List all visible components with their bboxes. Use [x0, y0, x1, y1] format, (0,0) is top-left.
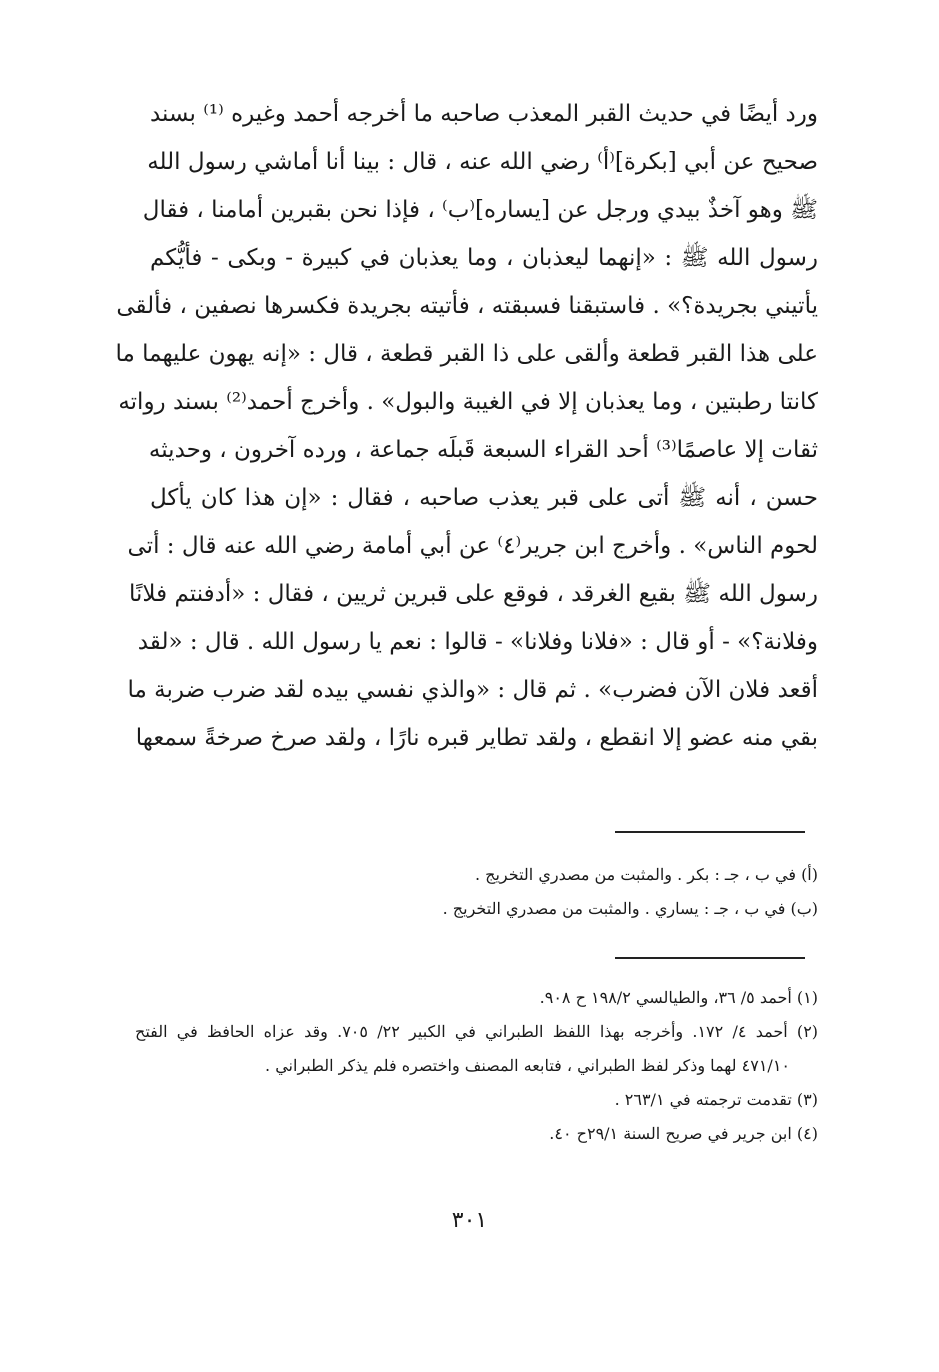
source-footnote: (٢) أحمد ٤/ ١٧٢. وأخرجه بهذا اللفظ الطبراني في الكبير ٢٢/ ٧٠٥. وقد عزاه الحافظ في الفتح — [135, 1022, 819, 1041]
source-footnote: (٣) تقدمت ترجمته في ٢٦٣/١ . — [614, 1090, 818, 1109]
text-line: ﷺ وهو آخذٌ بيدي ورجل عن [يساره]⁽ب⁾ ، فإذا نحن بقبرين أمامنا ، فقال — [142, 197, 818, 223]
text-line: حسن ، أنه ﷺ أتى على قبر يعذب صاحبه ، فقال : «إن هذا كان يأكل — [150, 485, 818, 511]
text-line: صحيح عن أبي [بكرة]⁽أ⁾ رضي الله عنه ، قال : بينا أنا أماشي رسول الله — [147, 149, 818, 175]
text-line: يأتيني بجريدة؟» . فاستبقنا فسبقته ، فأتيته بجريدة فكسرها نصفين ، فألقى — [116, 293, 818, 319]
text-line: كانتا رطبتين ، وما يعذبان إلا في الغيبة والبول» . وأخرج أحمد⁽²⁾ بسند رواته — [118, 389, 818, 415]
variant-footnote: (ب) في ب ، جـ : يساري . والمثبت من مصدري التخريج . — [442, 899, 818, 918]
variant-footnotes — [135, 858, 818, 926]
text-line: بقي منه عضو إلا انقطع ، ولقد تطاير قبره نارًا ، ولقد صرخ صرخةً سمعها — [135, 725, 818, 751]
footnote-divider-variants — [615, 831, 805, 833]
source-footnotes — [135, 981, 818, 1151]
variant-footnote: (أ) في ب ، جـ : بكر . والمثبت من مصدري التخريج . — [474, 865, 818, 884]
source-footnote: (٤) ابن جرير في صريح السنة ٢٩/١ح ٤٠. — [549, 1124, 818, 1143]
text-line: على هذا القبر قطعة وألقى على ذا القبر قطعة ، قال : «إنه يهون عليهما ما — [115, 341, 818, 367]
source-footnote-continuation: ٤٧١/١٠ لهما وذكر لفظ الطبراني ، فتابعه المصنف واختصره فلم يذكر الطبراني . — [265, 1056, 790, 1075]
text-line: ورد أيضًا في حديث القبر المعذب صاحبه ما أخرجه أحمد وغيره ⁽¹⁾ بسند — [149, 101, 818, 127]
text-line: أقعد فلان الآن فضرب» . ثم قال : «والذي نفسي بيده لقد ضرب ضربة ما — [127, 677, 818, 703]
text-line: ثقات إلا عاصمًا⁽³⁾ أحد القراء السبعة قَبلَه جماعة ، ورده آخرون ، وحديثه — [148, 437, 818, 463]
text-line: رسول الله ﷺ : «إنهما ليعذبان ، وما يعذبان في كبيرة - وبكى - فأيُّكم — [150, 245, 818, 271]
text-line: رسول الله ﷺ بقيع الغرقد ، فوقع على قبرين ثريين ، فقال : «أدفنتم فلانًا — [129, 581, 818, 607]
text-line: لحوم الناس» . وأخرج ابن جرير⁽٤⁾ عن أبي أمامة رضي الله عنه قال : أتى — [127, 533, 818, 559]
source-footnote: (١) أحمد ٥/ ٣٦، والطيالسي ١٩٨/٢ ح ٩٠٨. — [539, 988, 818, 1007]
footnote-divider-sources — [615, 957, 805, 959]
main-text-block — [115, 90, 818, 762]
page-number: ٣٠١ — [451, 1208, 488, 1233]
text-line: وفلانة؟» - أو قال : «فلانا وفلانا» - قالوا : نعم يا رسول الله . قال : «لقد — [137, 629, 818, 655]
